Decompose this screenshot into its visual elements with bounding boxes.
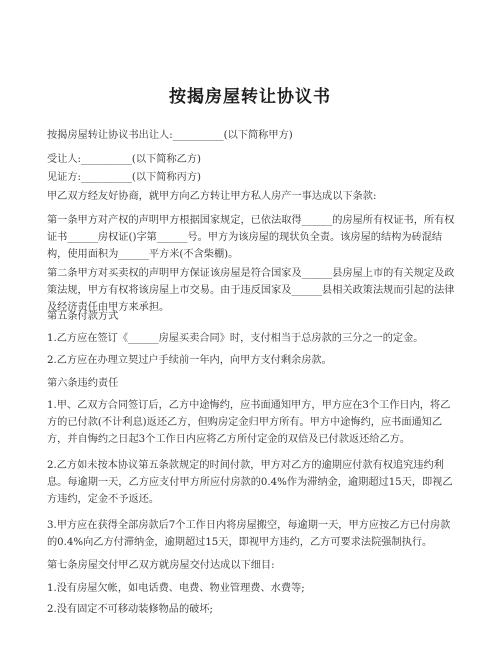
- clause-5-item-1: 1.乙方应在签订《______房屋买卖合同》时，支付相当于总房款的三分之一的定金。: [47, 333, 424, 344]
- clause-6-heading: 第六条违约责任: [47, 378, 119, 389]
- intro-paragraph: 甲乙双方经友好协商，就甲方向乙方转让甲方私人房产一事达成以下条款:: [47, 191, 377, 202]
- clause-5-heading: 第五条付款方式: [47, 311, 119, 322]
- buyer-line: 受让人:__________(以下简称乙方): [47, 154, 202, 165]
- seller-line: 按揭房屋转让协议书出让人:__________(以下简称甲方): [47, 130, 293, 141]
- clause-6-item-3: 3.甲方应在获得全部房款后7个工作日内将房屋搬空，每逾期一天，甲方应按乙方已付房款的0.4%向乙方付滞纳金，逾期超过15天，即视甲方违约，乙方可要求法院强制执行。: [47, 520, 451, 548]
- clause-7-item-1: 1.没有房屋欠帐，如电话费、电费、物业管理费、水费等;: [47, 583, 305, 594]
- clause-6-item-2: 2.乙方如未按本协议第五条款规定的时间付款，甲方对乙方的逾期应付款有权追究违约利息。每逾期一天，乙方应支付甲方所应付房款的0.4%作为滞纳金，逾期超过15天，即视乙方违约，定金不予返还。: [47, 460, 453, 505]
- clause-7-heading: 第七条房屋交付甲乙双方就房屋交付达成以下细目:: [47, 560, 275, 571]
- clause-1-paragraph: 第一条甲方对产权的声明甲方根据国家规定，已依法取得______的房屋所有权证书，所有权证书______房权证()字第______号。甲方为该房屋的现状负全责。该房屋的结构为砖混结构，使用面积为______平方米(不含柴棚)。: [47, 215, 455, 260]
- clause-6-item-1: 1.甲、乙双方合同签订后，乙方中途悔约，应书面通知甲方，甲方应在3个工作日内，将乙方的已付款(不计利息)返还乙方，但购房定金归甲方所有。甲方中途悔约，应书面通知乙方，并自悔约之日起3个工作日内应将乙方所付定金的双倍及已付款返还给乙方。: [47, 400, 451, 445]
- document-title: 按揭房屋转让协议书: [169, 87, 331, 107]
- clause-5-item-2: 2.乙方应在办理立契过户手续前一年内，向甲方支付剩余房款。: [47, 355, 332, 366]
- clause-7-item-2: 2.没有固定不可移动装修物品的破坏;: [47, 604, 213, 615]
- witness-line: 见证方:__________(以下简称丙方): [47, 172, 202, 183]
- clause-2-paragraph: 第二条甲方对买卖权的声明甲方保证该房屋是符合国家及______县房屋上市的有关规定及政策法规，甲方有权将该房屋上市交易。由于违反国家及______县相关政策法规而引起的法律及经济责任由甲方来承担。: [47, 268, 455, 313]
